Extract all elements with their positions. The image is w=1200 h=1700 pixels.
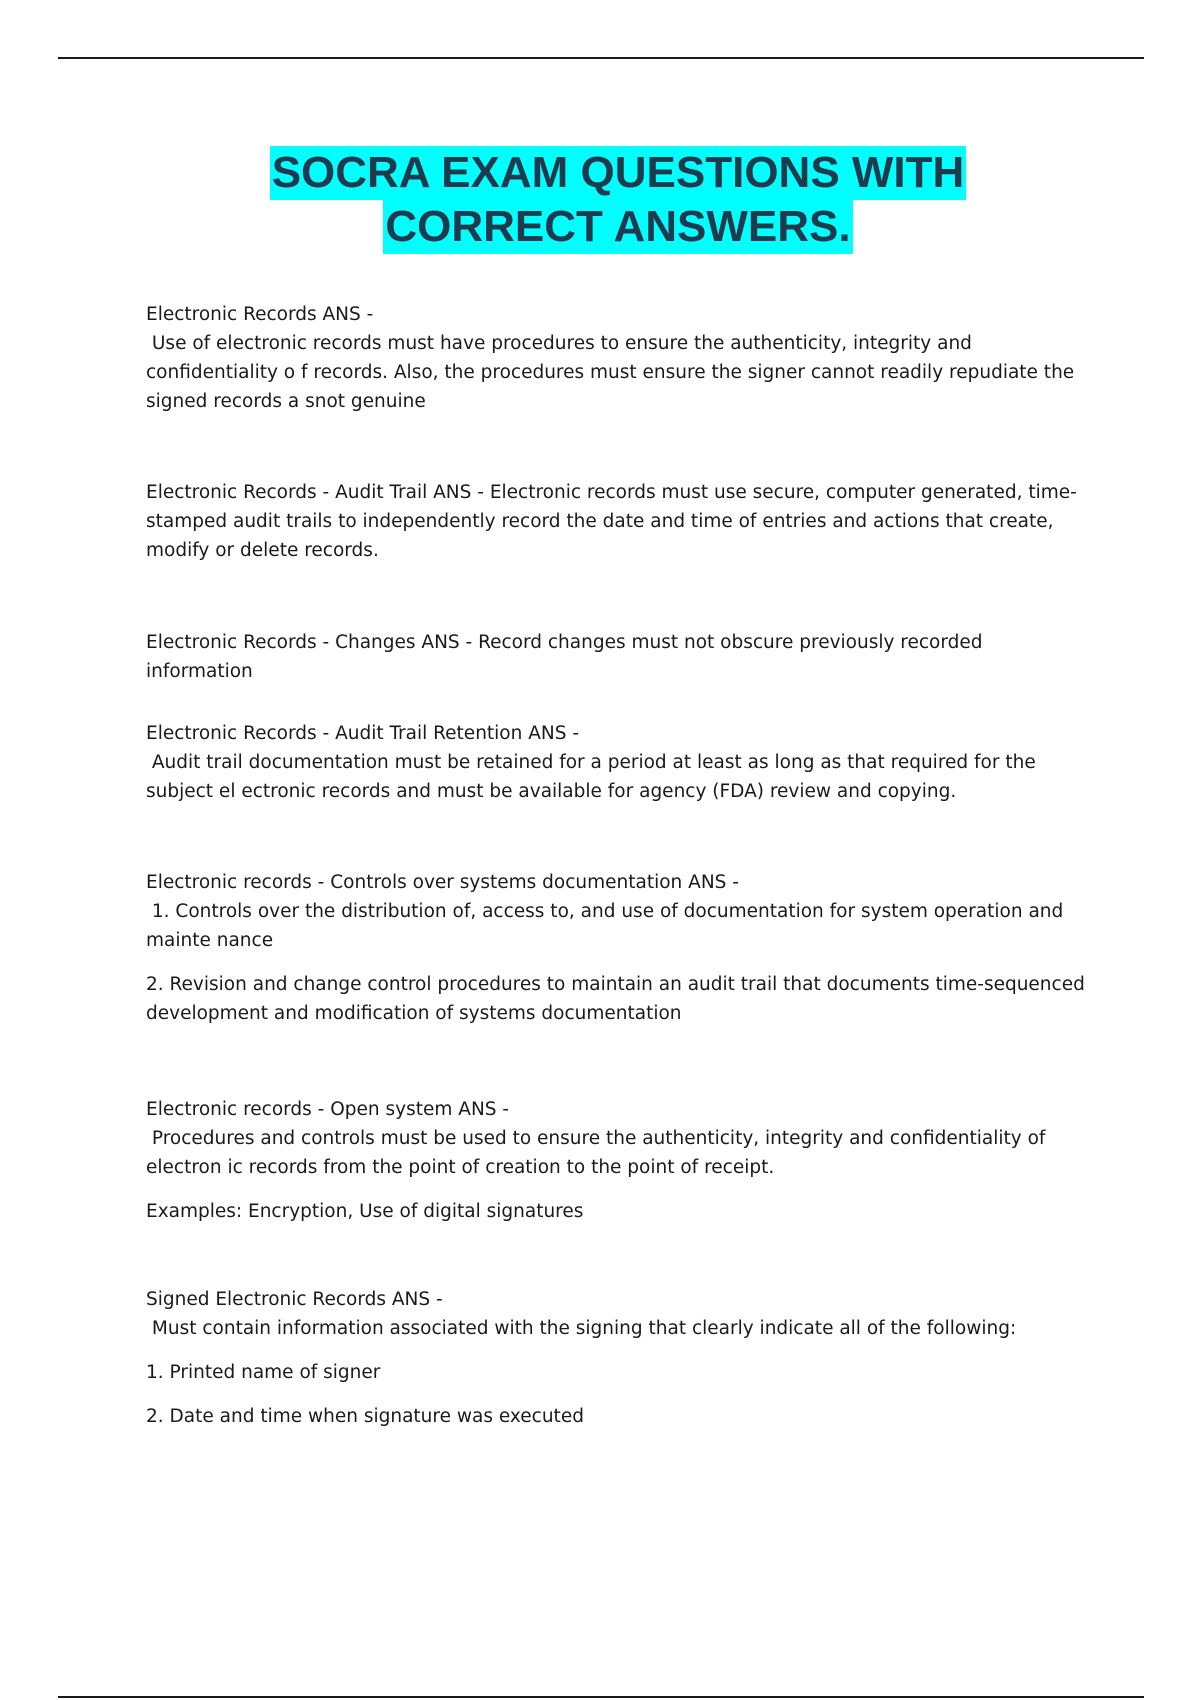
answer-text: Use of electronic records must have procedures to ensure the authenticity, integrity and confidentiality o f records. Also, the procedures must ensure the signer cannot readily repudiate the signed records a snot genuine <box>146 333 1081 412</box>
question-heading: Electronic Records - Audit Trail Retention ANS - <box>146 723 580 744</box>
qa-entry-systems-documentation <box>146 868 1086 1028</box>
answer-text: 1. Controls over the distribution of, access to, and use of documentation for system operation and mainte nance <box>146 901 1070 951</box>
document-title <box>0 146 1200 254</box>
qa-entry-audit-trail-retention <box>146 719 1086 806</box>
question-heading: Signed Electronic Records ANS - <box>146 1289 443 1310</box>
footer-rule <box>58 1696 1144 1698</box>
question-heading: Electronic records - Open system ANS - <box>146 1099 510 1120</box>
answer-item-1: 1. Printed name of signer <box>146 1362 381 1383</box>
question-heading: Electronic Records - Audit Trail ANS - Electronic records must use secure, computer generated, time-stamped audit trails to independently record the date and time of entries and actions that create, modify or delete records. <box>146 482 1077 561</box>
answer-item-2: 2. Date and time when signature was executed <box>146 1406 584 1427</box>
title-line-1: SOCRA EXAM QUESTIONS WITH <box>270 146 967 200</box>
qa-entry-audit-trail <box>146 478 1086 565</box>
qa-entry-signed-records <box>146 1285 1086 1431</box>
header-rule <box>58 57 1144 59</box>
question-heading: Electronic Records - Changes ANS - Record changes must not obscure previously recorded information <box>146 632 983 682</box>
answer-text: Procedures and controls must be used to ensure the authenticity, integrity and confidentiality of electron ic records from the point of creation to the point of receipt. <box>146 1128 1052 1178</box>
qa-entry-electronic-records <box>146 300 1086 416</box>
question-heading: Electronic records - Controls over systems documentation ANS - <box>146 872 739 893</box>
title-line-2: CORRECT ANSWERS. <box>383 200 852 254</box>
answer-text: Must contain information associated with the signing that clearly indicate all of the following: <box>146 1318 1017 1339</box>
answer-examples: Examples: Encryption, Use of digital signatures <box>146 1201 584 1222</box>
qa-entry-open-system <box>146 1095 1086 1226</box>
qa-entry-changes <box>146 628 1086 686</box>
answer-item-2: 2. Revision and change control procedures to maintain an audit trail that documents time-sequenced development and modification of systems documentation <box>146 974 1085 1024</box>
question-heading: Electronic Records ANS - <box>146 304 374 325</box>
answer-text: Audit trail documentation must be retained for a period at least as long as that required for the subject el ectronic records and must be available for agency (FDA) review and copying. <box>146 752 1042 802</box>
